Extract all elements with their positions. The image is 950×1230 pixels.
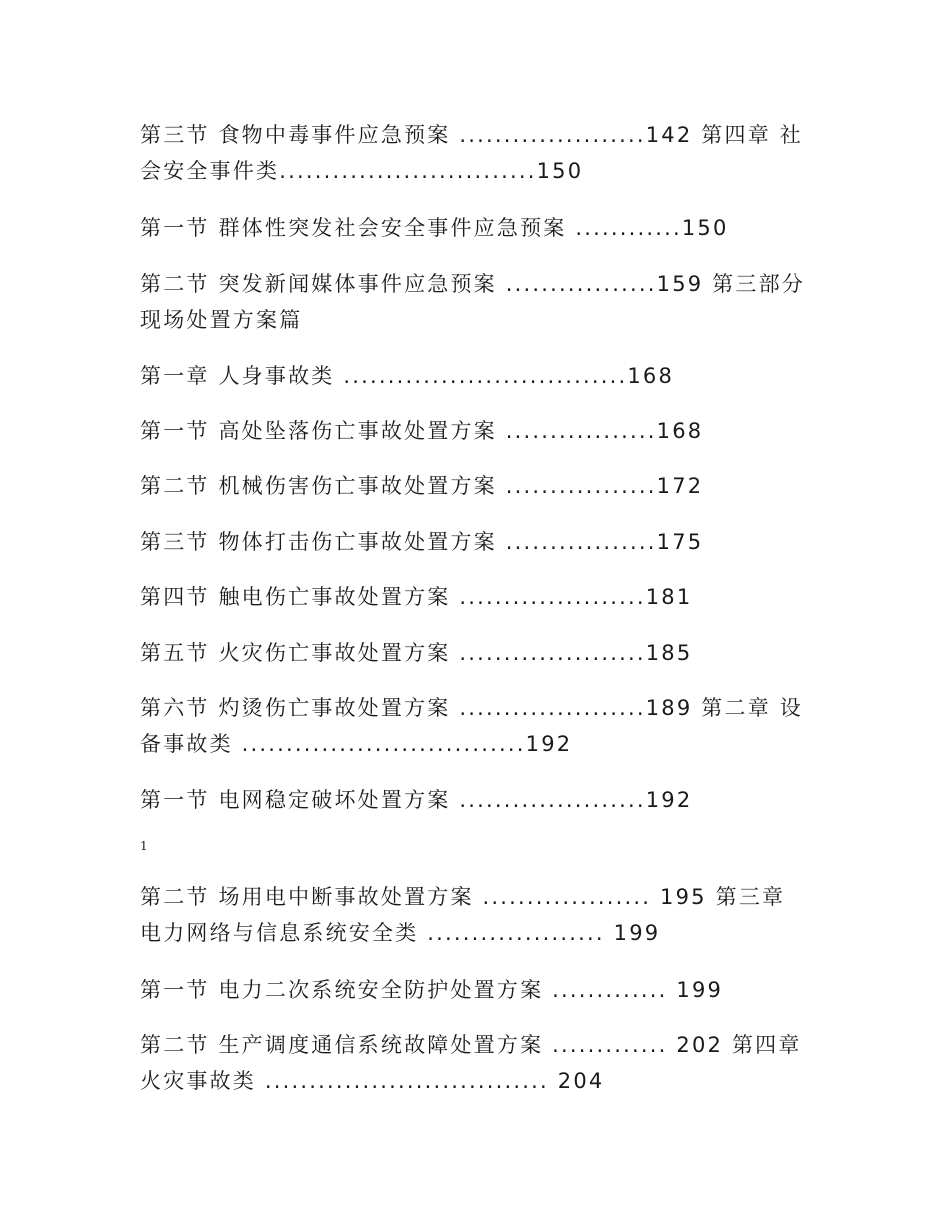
document-page	[140, 0, 814, 1230]
toc-entry: 第一节 电力二次系统安全防护处置方案 ............. 199	[140, 978, 724, 1002]
toc-entry: 第一节 群体性突发社会安全事件应急预案 ............150	[140, 216, 729, 240]
toc-entry: 第二节 机械伤害伤亡事故处置方案 .................172	[140, 474, 704, 498]
toc-entry: 第三节 物体打击伤亡事故处置方案 .................175	[140, 530, 704, 554]
toc-entry: 第五节 火灾伤亡事故处置方案 .....................185	[140, 641, 693, 665]
toc-entry: 第二节 突发新闻媒体事件应急预案 .................159 第三部分 现场处置方案篇	[140, 272, 814, 332]
toc-entry: 第二节 生产调度通信系统故障处置方案 ............. 202 第四章 火灾事故类 ................................ 204	[140, 1033, 811, 1093]
toc-entry: 第一章 人身事故类 ................................168	[140, 364, 675, 388]
toc-entry: 第四节 触电伤亡事故处置方案 .....................181	[140, 585, 693, 609]
toc-entry: 第一节 电网稳定破坏处置方案 .....................192	[140, 788, 693, 812]
toc-entry: 第三节 食物中毒事件应急预案 .....................142 第四章 社会安全事件类.............................150	[140, 123, 803, 183]
page-number: 1	[140, 839, 148, 853]
toc-entry: 第一节 高处坠落伤亡事故处置方案 .................168	[140, 419, 704, 443]
toc-entry: 第二节 场用电中断事故处置方案 ................... 195 第三章 电力网络与信息系统安全类 .................... 199	[140, 885, 795, 945]
toc-entry: 第六节 灼烫伤亡事故处置方案 .....................189 第二章 设备事故类 ................................192	[140, 696, 803, 756]
